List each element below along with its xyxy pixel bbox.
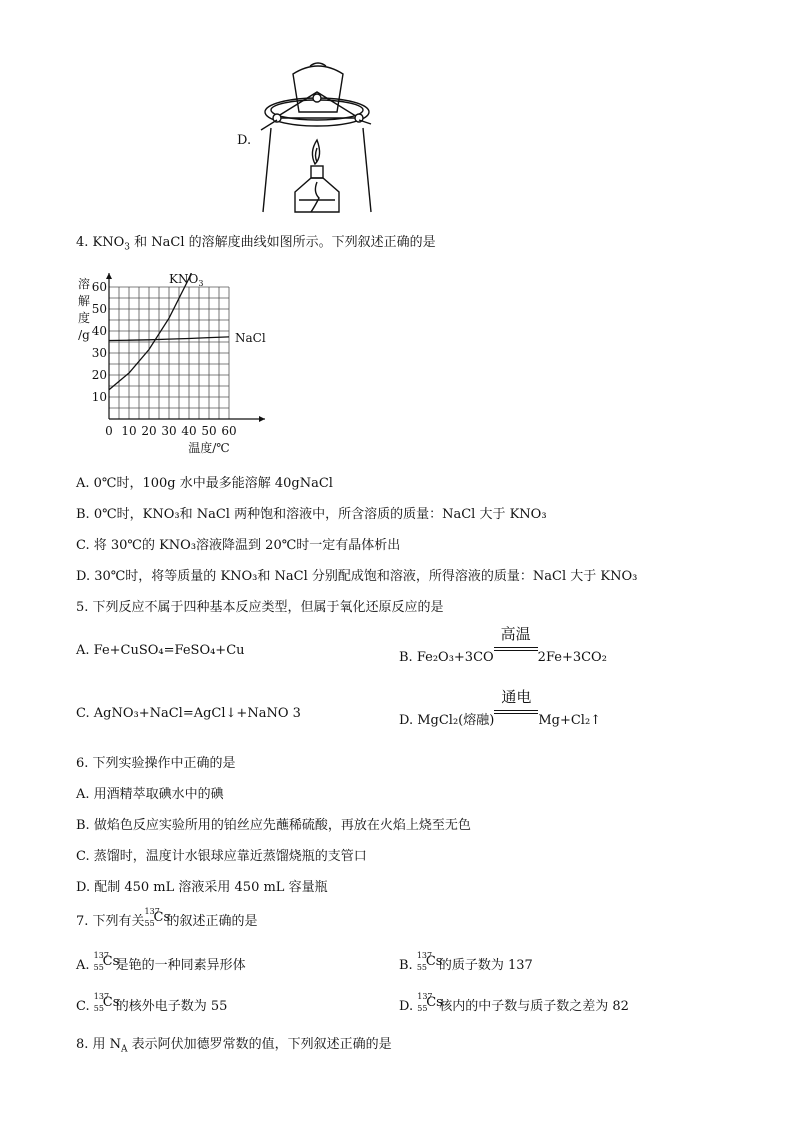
q7-option-b: B. 137 55 Cs 的质子数为 137: [399, 951, 533, 973]
condition-electrolysis: 通电: [501, 688, 532, 706]
x-tick-label: 10: [121, 424, 137, 438]
x-tick-label: 60: [221, 424, 237, 438]
q4-option-c: C. 将 30℃的 KNO₃溶液降温到 20℃时一定有晶体析出: [76, 538, 401, 553]
series-label-kno3: $KNO_3$: [169, 272, 204, 288]
q7-option-d: D. 137 55 Cs 核内的中子数与质子数之差为 82: [399, 992, 629, 1014]
y-tick-label: 10: [91, 390, 107, 404]
q6-option-b: B. 做焰色反应实验所用的铂丝应先蘸稀硫酸，再放在火焰上烧至无色: [76, 818, 471, 833]
y-axis-arrow: [106, 273, 112, 279]
q4-option-b: B. 0℃时，KNO₃和 NaCl 两种饱和溶液中，所含溶质的质量：NaCl 大于 KNO₃: [76, 507, 547, 522]
q6-option-c: C. 蒸馏时，温度计水银球应靠近蒸馏烧瓶的支管口: [76, 849, 367, 864]
q4-stem: 4. $KNO_3$ 和 NaCl 的溶解度曲线如图所示。下列叙述正确的是: [76, 235, 436, 253]
x-tick-label: 40: [181, 424, 197, 438]
q8-stem: 8. 用 $N_A$ 表示阿伏加德罗常数的值，下列叙述正确的是: [76, 1037, 392, 1055]
q4-option-d: D. 30℃时，将等质量的 KNO₃和 NaCl 分别配成饱和溶液，所得溶液的质量：NaCl 大于 KNO₃: [76, 569, 638, 584]
q3-option-d-label: D.: [237, 133, 252, 148]
evaporation-apparatus-image: [255, 52, 375, 220]
x-tick-label: 30: [161, 424, 177, 438]
q6-stem: 6. 下列实验操作中正确的是: [76, 756, 236, 771]
q5-stem: 5. 下列反应不属于四种基本反应类型，但属于氧化还原反应的是: [76, 600, 444, 615]
series-label-nacl: NaCl: [235, 330, 266, 345]
condition-high-temp: 高温: [500, 625, 531, 643]
y-tick-label: 50: [91, 302, 107, 316]
y-axis-label: 溶: [77, 277, 91, 291]
solubility-chart: [76, 262, 276, 456]
x-axis-label: 温度/℃: [188, 441, 230, 455]
y-tick-label: 60: [91, 280, 107, 294]
nuclide: 137 55 Cs: [144, 907, 171, 928]
q6-option-d: D. 配制 450 mL 溶液采用 450 mL 容量瓶: [76, 880, 328, 895]
q6-option-a: A. 用酒精萃取碘水中的碘: [76, 787, 224, 802]
q7-stem: 7. 下列有关 137 55 Cs 的叙述正确的是: [76, 907, 258, 929]
y-tick-label: 40: [91, 324, 107, 338]
x-axis-arrow: [259, 416, 265, 422]
q5-option-a: A. Fe+CuSO₄=FeSO₄+Cu: [76, 643, 245, 658]
y-tick-label: 30: [91, 346, 107, 360]
q5-option-b: B. Fe₂O₃+3CO 高温 2Fe+3CO₂: [399, 625, 607, 665]
q5-option-c: C. AgNO₃+NaCl=AgCl↓+NaNO 3: [76, 706, 301, 721]
q4-option-a: A. 0℃时，100g 水中最多能溶解 40gNaCl: [76, 476, 333, 491]
x-tick-label: 20: [141, 424, 157, 438]
y-axis-label: 解: [77, 294, 91, 308]
q7-option-c: C. 137 55 Cs 的核外电子数为 55: [76, 992, 228, 1014]
x-tick-label: 50: [201, 424, 217, 438]
y-axis-label: /g: [78, 328, 90, 342]
q7-option-a: A. 137 55 Cs 是铯的一种同素异形体: [76, 951, 246, 973]
y-axis-label: 度: [77, 311, 91, 325]
x-tick-label: 0: [105, 424, 113, 438]
q5-option-d: D. MgCl₂(熔融) 通电 Mg+Cl₂↑: [399, 688, 602, 728]
y-tick-label: 20: [91, 368, 107, 382]
